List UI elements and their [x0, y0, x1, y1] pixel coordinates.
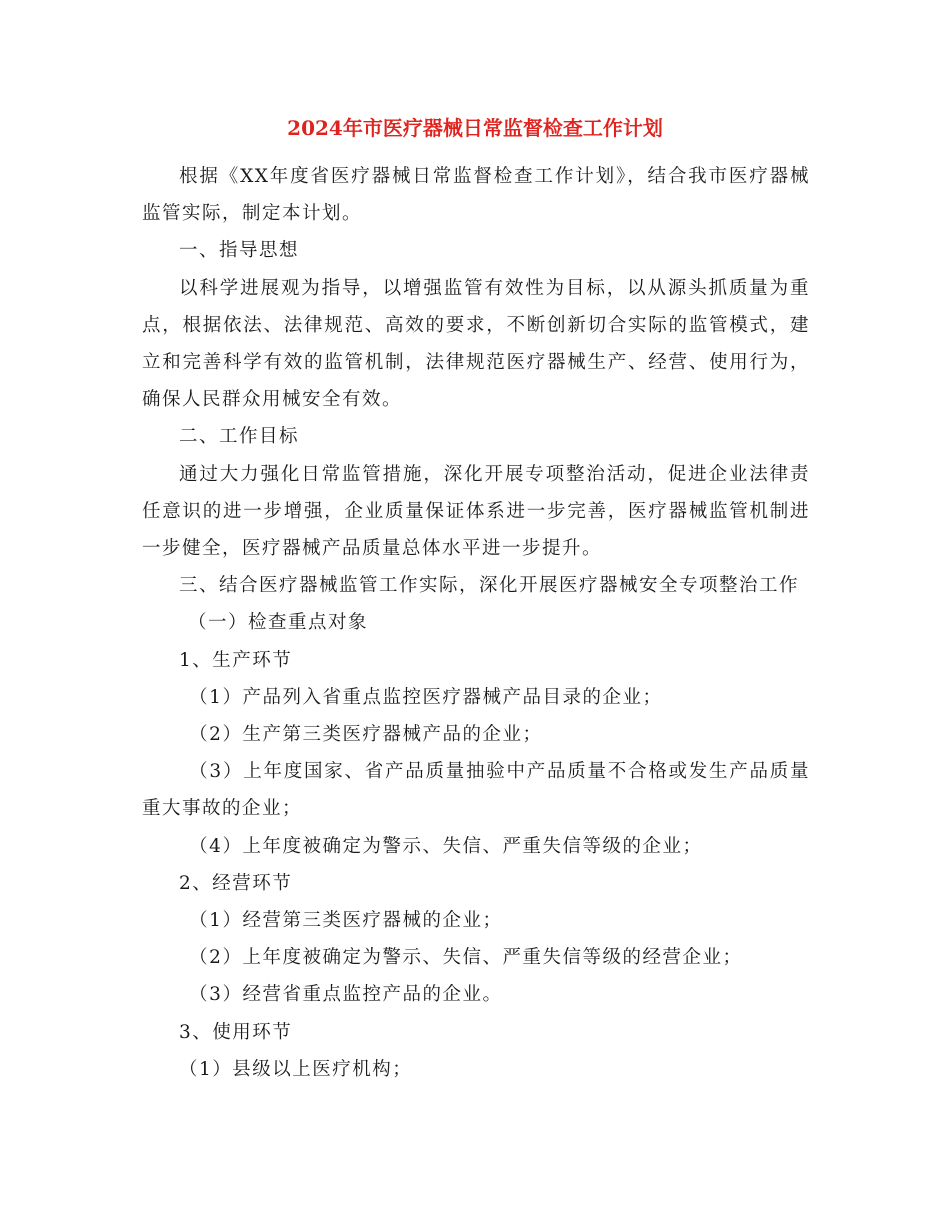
intro-paragraph: 根据《XX年度省医疗器械日常监督检查工作计划》，结合我市医疗器械监管实际，制定本计划。 — [142, 166, 810, 225]
list-heading: 2、经营环节 — [179, 872, 293, 894]
subsection-heading: （一）检查重点对象 — [188, 612, 369, 634]
body-paragraph: 通过大力强化日常监管措施，深化开展专项整治活动，促进企业法律责任意识的进一步增强，企业质量保证体系进一步完善，医疗器械监管机制进一步健全，医疗器械产品质量总体水平进一步提升。 — [142, 463, 810, 560]
list-item: （1）产品列入省重点监控医疗器械产品目录的企业； — [189, 686, 663, 708]
list-heading: 1、生产环节 — [179, 649, 293, 671]
list-item: （2）上年度被确定为警示、失信、严重失信等级的经营企业； — [189, 947, 743, 969]
list-item: （1）经营第三类医疗器械的企业； — [189, 910, 503, 932]
document-body — [142, 158, 810, 1088]
list-heading: 3、使用环节 — [179, 1021, 293, 1043]
document-title: 2024年市医疗器械日常监督检查工作计划 — [287, 116, 663, 140]
section-heading: 二、工作目标 — [179, 426, 300, 448]
body-paragraph: 以科学进展观为指导，以增强监管有效性为目标，以从源头抓质量为重点，根据依法、法律规范、高效的要求，不断创新切合实际的监管模式，建立和完善科学有效的监管机制，法律规范医疗器械生产、经营、使用行为，确保人民群众用械安全有效。 — [142, 277, 810, 411]
list-item: （1）县级以上医疗机构； — [179, 1058, 413, 1080]
section-heading: 一、指导思想 — [179, 240, 300, 262]
list-item: （3）经营省重点监控产品的企业。 — [189, 984, 503, 1006]
section-heading: 三、结合医疗器械监管工作实际，深化开展医疗器械安全专项整治工作 — [179, 575, 800, 597]
list-item: （2）生产第三类医疗器械产品的企业； — [189, 724, 543, 746]
list-item: （4）上年度被确定为警示、失信、严重失信等级的企业； — [189, 835, 703, 857]
list-item: （3）上年度国家、省产品质量抽验中产品质量不合格或发生产品质量重大事故的企业； — [142, 761, 810, 820]
